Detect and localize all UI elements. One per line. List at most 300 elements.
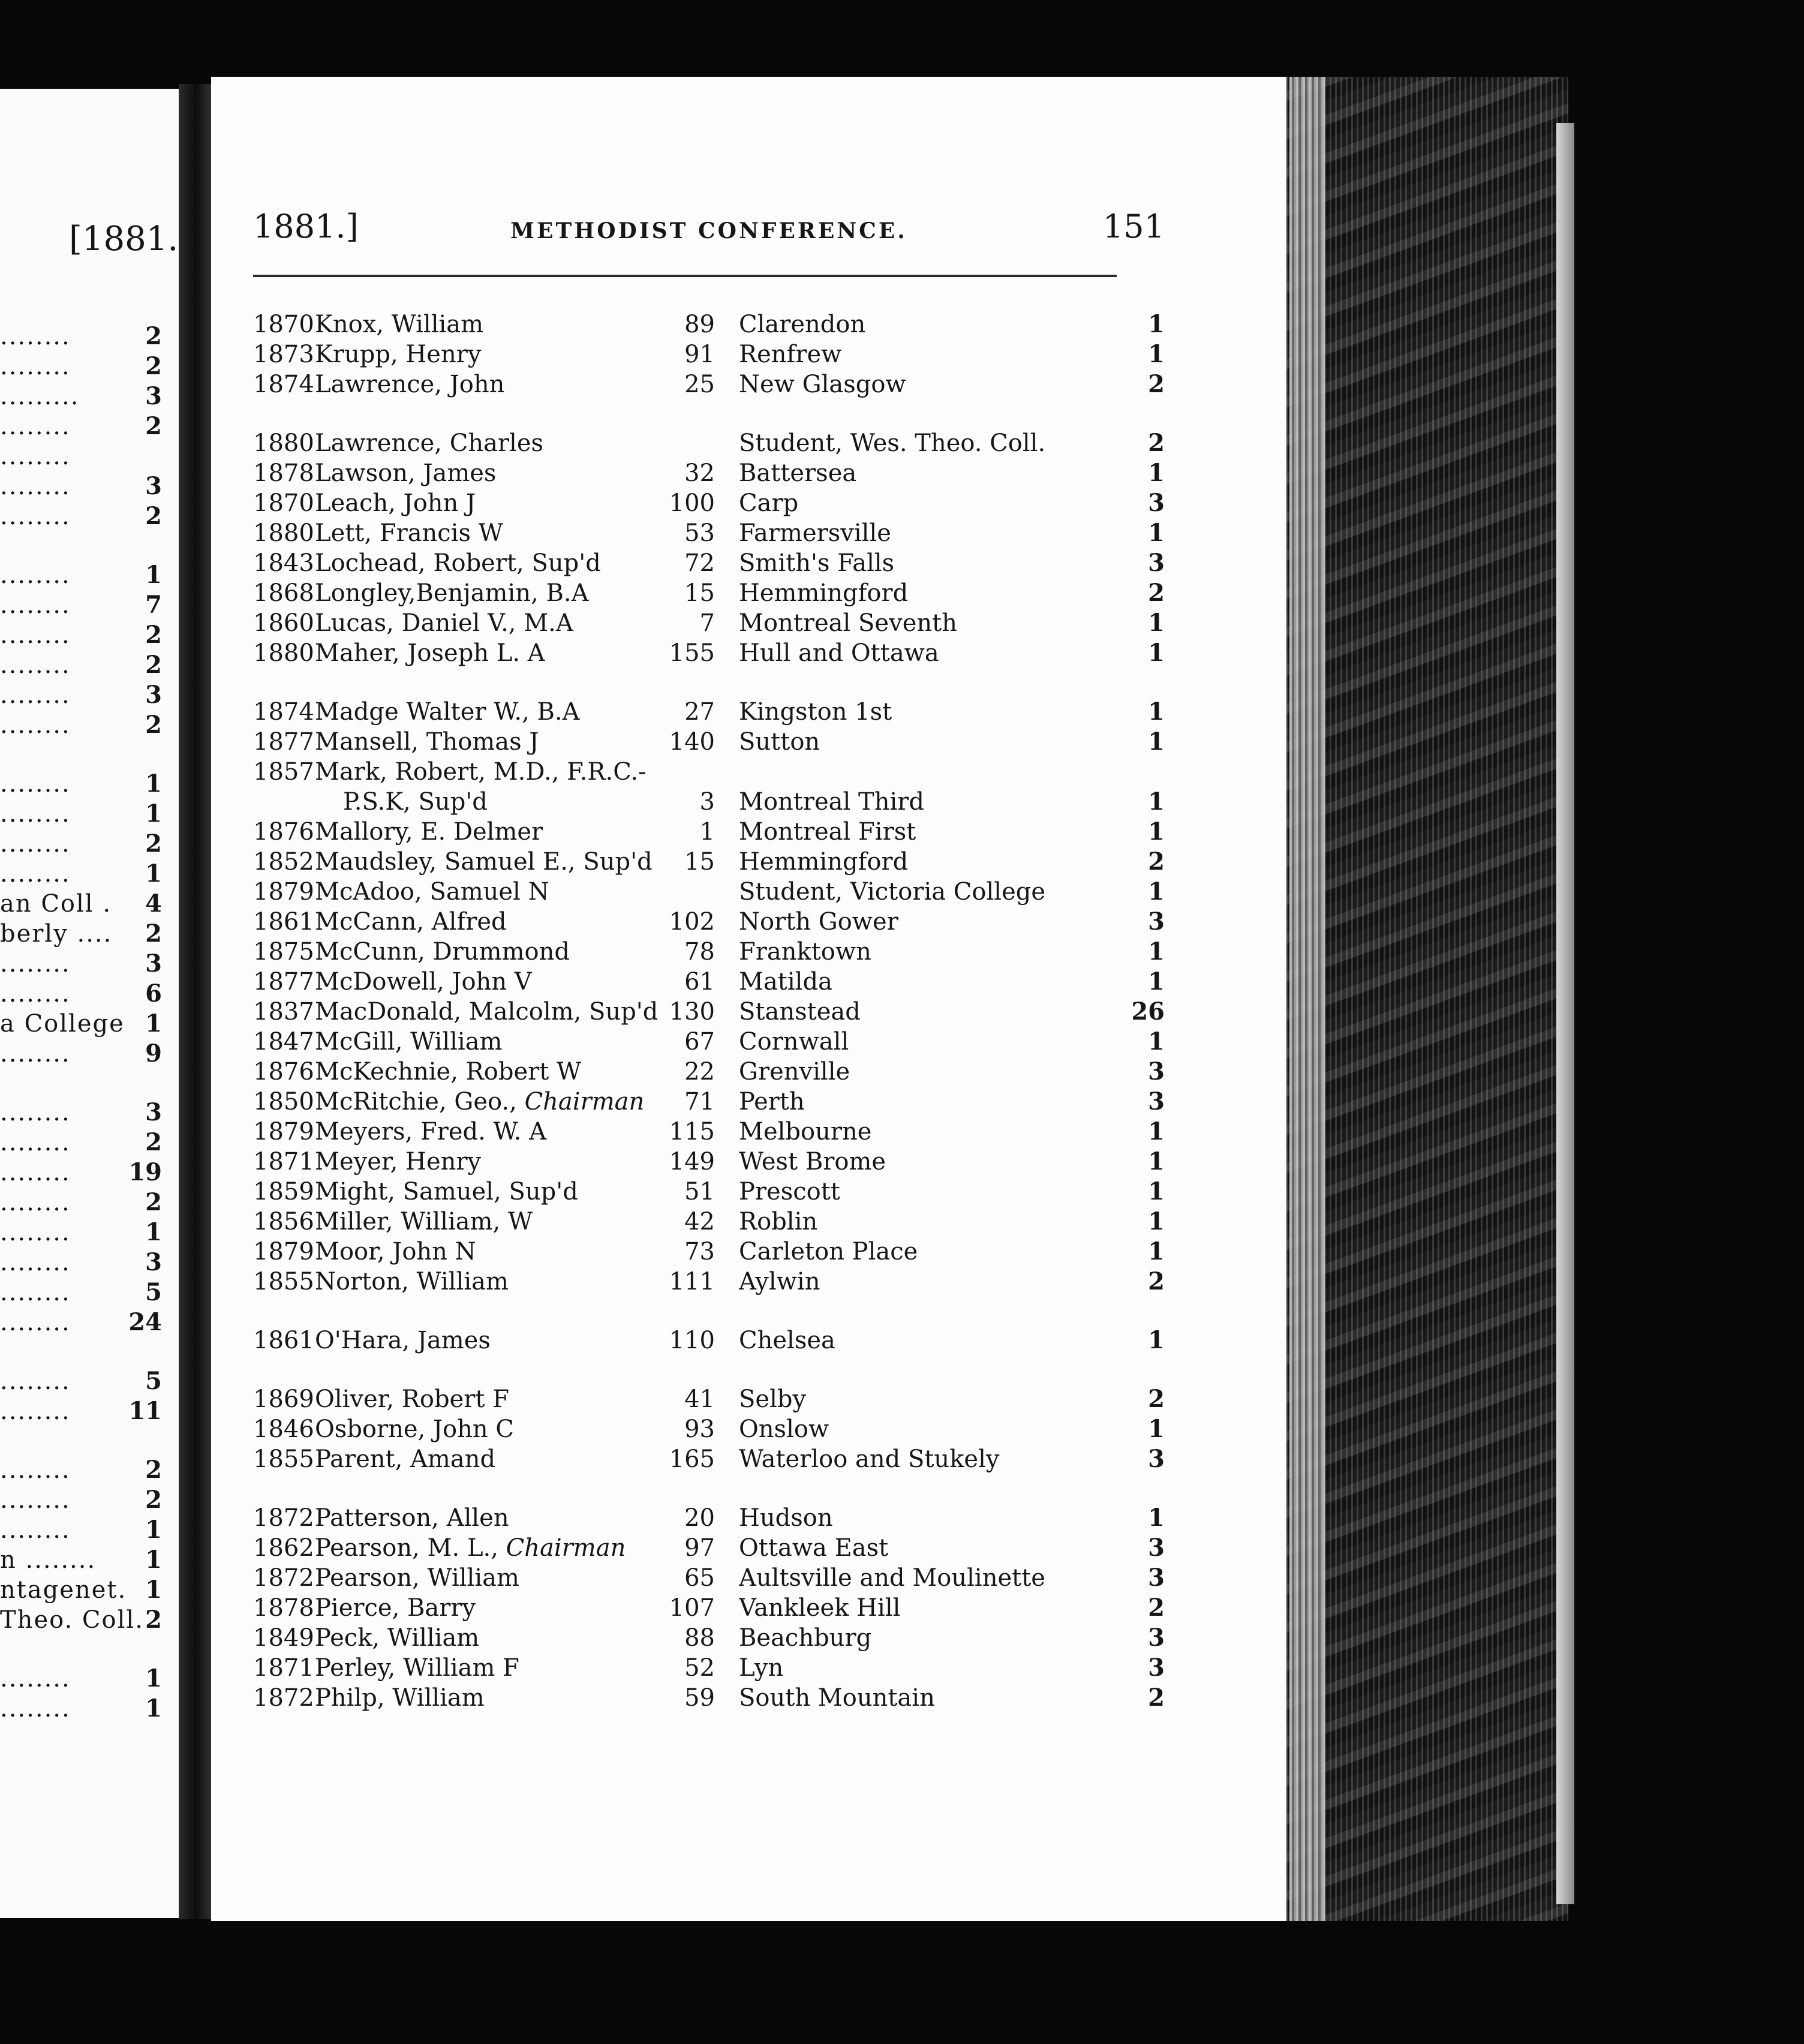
left-row-text: ........ bbox=[0, 1665, 71, 1693]
years-count: 27 bbox=[684, 698, 715, 726]
minister-name: Patterson, Allen bbox=[315, 1504, 509, 1532]
left-page-row bbox=[0, 650, 180, 680]
minister-entry bbox=[253, 1027, 1165, 1057]
circuit-name: Hemmingford bbox=[739, 579, 909, 607]
entry-year: 1872 bbox=[253, 1684, 314, 1712]
minister-name: Pearson, William bbox=[315, 1564, 519, 1592]
station-count: 1 bbox=[1148, 340, 1165, 368]
entry-year: 1878 bbox=[253, 1594, 314, 1622]
left-row-text: ........ bbox=[0, 1219, 71, 1246]
minister-entry bbox=[253, 937, 1165, 967]
left-row-text: ........ bbox=[0, 860, 71, 888]
years-count: 65 bbox=[684, 1564, 715, 1592]
station-count: 3 bbox=[1148, 1564, 1165, 1592]
minister-name: Meyer, Henry bbox=[315, 1148, 482, 1176]
left-row-text: berly .... bbox=[0, 920, 113, 948]
years-count: 155 bbox=[669, 639, 715, 667]
minister-name: Pearson, M. L., Chairman bbox=[315, 1534, 626, 1562]
left-row-text: ........ bbox=[0, 800, 71, 828]
left-row-number: 2 bbox=[145, 651, 162, 679]
left-page-row bbox=[0, 829, 180, 859]
entry-year: 1861 bbox=[253, 1327, 314, 1354]
years-count: 59 bbox=[684, 1684, 715, 1712]
left-row-text: ........ bbox=[0, 323, 71, 350]
chairman-italic: Chairman bbox=[506, 1534, 626, 1562]
station-count: 1 bbox=[1148, 519, 1165, 547]
circuit-name: South Mountain bbox=[739, 1684, 935, 1712]
left-row-text: n ........ bbox=[0, 1546, 97, 1574]
circuit-name: Beachburg bbox=[739, 1624, 872, 1652]
entry-year: 1847 bbox=[253, 1028, 314, 1056]
entry-year: 1876 bbox=[253, 1058, 314, 1086]
station-count: 3 bbox=[1148, 549, 1165, 577]
minister-entry bbox=[253, 458, 1165, 488]
left-page-row bbox=[0, 859, 180, 889]
minister-entry bbox=[253, 518, 1165, 548]
left-page-row bbox=[0, 1307, 180, 1366]
left-page-header: [1881. bbox=[69, 220, 179, 258]
minister-entry bbox=[253, 608, 1165, 638]
left-row-number: 2 bbox=[145, 829, 162, 858]
left-page-row bbox=[0, 620, 180, 650]
minister-entry bbox=[253, 578, 1165, 608]
chairman-italic: Chairman bbox=[524, 1088, 645, 1116]
station-count: 3 bbox=[1148, 489, 1165, 517]
left-row-number: 1 bbox=[145, 1516, 162, 1544]
years-count: 3 bbox=[699, 788, 715, 816]
entry-year: 1859 bbox=[253, 1178, 314, 1206]
left-row-number: 1 bbox=[145, 1009, 162, 1038]
circuit-name: Grenville bbox=[739, 1058, 850, 1086]
entry-year: 1879 bbox=[253, 1238, 314, 1266]
entry-year: 1871 bbox=[253, 1654, 314, 1682]
circuit-name: Ottawa East bbox=[739, 1534, 889, 1562]
left-row-text: ........ bbox=[0, 830, 71, 858]
station-count: 1 bbox=[1148, 1027, 1165, 1056]
minister-entry bbox=[253, 997, 1165, 1027]
minister-entry bbox=[253, 847, 1165, 877]
minister-name: Pierce, Barry bbox=[315, 1594, 476, 1622]
minister-entry bbox=[253, 1653, 1165, 1683]
minister-name: Parent, Amand bbox=[315, 1445, 496, 1473]
minister-name: Maudsley, Samuel E., Sup'd bbox=[315, 848, 653, 876]
circuit-name: North Gower bbox=[739, 908, 898, 936]
circuit-name: Sutton bbox=[739, 728, 820, 756]
circuit-name: Matilda bbox=[739, 968, 832, 996]
left-row-text: ........ bbox=[0, 1189, 71, 1216]
years-count: 25 bbox=[684, 371, 715, 398]
circuit-name: Lyn bbox=[739, 1654, 784, 1682]
station-count: 1 bbox=[1148, 728, 1165, 756]
left-page-row bbox=[0, 1009, 180, 1039]
header-rule bbox=[253, 275, 1117, 277]
station-count: 1 bbox=[1148, 1117, 1165, 1146]
entry-year: 1849 bbox=[253, 1624, 314, 1652]
years-count: 71 bbox=[684, 1088, 715, 1116]
left-row-text: ........ bbox=[0, 621, 71, 649]
left-row-number: 2 bbox=[145, 1456, 162, 1484]
minister-name: McKechnie, Robert W bbox=[315, 1058, 582, 1086]
circuit-name: Kingston 1st bbox=[739, 698, 892, 726]
left-row-number: 1 bbox=[145, 1218, 162, 1246]
minister-entry bbox=[253, 787, 1165, 817]
station-count: 1 bbox=[1148, 609, 1165, 637]
circuit-name: New Glasgow bbox=[739, 371, 906, 398]
left-row-text: ........ bbox=[0, 651, 71, 679]
station-count: 1 bbox=[1148, 817, 1165, 846]
left-row-number: 1 bbox=[145, 561, 162, 589]
left-row-text: ........ bbox=[0, 1486, 71, 1514]
minister-name: MacDonald, Malcolm, Sup'd bbox=[315, 998, 659, 1026]
entry-year: 1876 bbox=[253, 818, 314, 846]
station-count: 2 bbox=[1148, 1594, 1165, 1622]
minister-name: Norton, William bbox=[315, 1268, 509, 1295]
left-page-row bbox=[0, 351, 180, 381]
station-count: 1 bbox=[1148, 1147, 1165, 1176]
left-row-number: 1 bbox=[145, 769, 162, 798]
station-count: 2 bbox=[1148, 1385, 1165, 1413]
left-page-row bbox=[0, 1278, 180, 1307]
years-count: 91 bbox=[684, 341, 715, 368]
left-page-row bbox=[0, 710, 180, 769]
station-count: 3 bbox=[1148, 1624, 1165, 1652]
minister-entry bbox=[253, 697, 1165, 727]
years-count: 52 bbox=[684, 1654, 715, 1682]
minister-entry bbox=[253, 1325, 1165, 1384]
minister-name: Meyers, Fred. W. A bbox=[315, 1118, 546, 1146]
left-page-row bbox=[0, 1188, 180, 1218]
book-back-board bbox=[1556, 123, 1574, 1904]
years-count: 107 bbox=[669, 1594, 715, 1622]
left-page-row bbox=[0, 1128, 180, 1158]
years-count: 20 bbox=[684, 1504, 715, 1532]
entry-year: 1855 bbox=[253, 1268, 314, 1295]
station-count: 2 bbox=[1148, 1267, 1165, 1295]
minister-entry bbox=[253, 1177, 1165, 1207]
left-row-number: 1 bbox=[145, 859, 162, 888]
left-row-number: 1 bbox=[145, 1664, 162, 1693]
minister-name: Moor, John N bbox=[315, 1238, 476, 1266]
years-count: 22 bbox=[684, 1058, 715, 1086]
left-page-row bbox=[0, 1605, 180, 1664]
left-row-text: ........ bbox=[0, 980, 71, 1008]
circuit-name: Onslow bbox=[739, 1415, 829, 1443]
left-row-text: ........ bbox=[0, 1249, 71, 1276]
minister-entry bbox=[253, 1267, 1165, 1325]
station-count: 3 bbox=[1148, 1445, 1165, 1473]
minister-entry bbox=[253, 1503, 1165, 1533]
entry-year: 1868 bbox=[253, 579, 314, 607]
left-row-text: Theo. Coll. bbox=[0, 1606, 144, 1634]
circuit-name: Roblin bbox=[739, 1208, 818, 1236]
left-row-number: 2 bbox=[145, 919, 162, 948]
left-row-number: 1 bbox=[145, 1546, 162, 1574]
left-page-row bbox=[0, 1218, 180, 1248]
left-row-number: 5 bbox=[145, 1367, 162, 1395]
minister-entry bbox=[253, 1683, 1165, 1713]
left-row-number: 1 bbox=[145, 1576, 162, 1604]
entry-year: 1850 bbox=[253, 1088, 314, 1116]
entry-year: 1879 bbox=[253, 1118, 314, 1146]
entry-year: 1870 bbox=[253, 489, 314, 517]
entry-year: 1877 bbox=[253, 968, 314, 996]
left-row-text: ........ bbox=[0, 1040, 71, 1068]
entry-year: 1843 bbox=[253, 549, 314, 577]
left-page-row bbox=[0, 560, 180, 590]
left-row-text: ........ bbox=[0, 681, 71, 709]
minister-entry bbox=[253, 339, 1165, 369]
station-count: 1 bbox=[1148, 310, 1165, 338]
left-page-fragment bbox=[0, 89, 180, 1918]
left-row-number: 2 bbox=[145, 502, 162, 530]
minister-entry bbox=[253, 488, 1165, 518]
left-row-number: 3 bbox=[145, 949, 162, 978]
left-row-text: ........ bbox=[0, 443, 71, 470]
minister-entry bbox=[253, 1117, 1165, 1147]
entry-year: 1874 bbox=[253, 698, 314, 726]
minister-name: Lochead, Robert, Sup'd bbox=[315, 549, 601, 577]
minister-name: O'Hara, James bbox=[315, 1327, 491, 1354]
left-row-number: 1 bbox=[145, 1694, 162, 1723]
minister-entry bbox=[253, 1384, 1165, 1414]
station-count: 3 bbox=[1148, 1654, 1165, 1682]
running-head-title: METHODIST CONFERENCE. bbox=[510, 218, 907, 244]
left-row-number: 2 bbox=[145, 1188, 162, 1216]
left-page-row bbox=[0, 1366, 180, 1396]
station-count: 2 bbox=[1148, 370, 1165, 398]
station-count: 1 bbox=[1148, 1415, 1165, 1443]
minister-entry bbox=[253, 1414, 1165, 1444]
left-row-number: 4 bbox=[145, 889, 162, 918]
circuit-name: Smith's Falls bbox=[739, 549, 895, 577]
left-page-row bbox=[0, 321, 180, 351]
left-row-text: ........ bbox=[0, 353, 71, 380]
minister-name: Madge Walter W., B.A bbox=[315, 698, 580, 726]
minister-name: P.S.K, Sup'd bbox=[343, 788, 488, 816]
minister-entry bbox=[253, 428, 1165, 458]
left-page-row bbox=[0, 1158, 180, 1188]
entry-year: 1869 bbox=[253, 1385, 314, 1413]
left-row-text: ......... bbox=[0, 383, 80, 410]
left-page-row bbox=[0, 949, 180, 979]
minister-entry bbox=[253, 638, 1165, 697]
years-count: 51 bbox=[684, 1178, 715, 1206]
entry-year: 1837 bbox=[253, 998, 314, 1026]
circuit-name: Melbourne bbox=[739, 1118, 872, 1146]
minister-entry bbox=[253, 907, 1165, 937]
entry-year: 1877 bbox=[253, 728, 314, 756]
years-count: 42 bbox=[684, 1208, 715, 1236]
station-count: 26 bbox=[1131, 997, 1165, 1026]
left-row-number: 2 bbox=[145, 352, 162, 380]
circuit-name: Chelsea bbox=[739, 1327, 835, 1354]
entry-year: 1871 bbox=[253, 1148, 314, 1176]
minister-entry bbox=[253, 1207, 1165, 1237]
circuit-name: Carleton Place bbox=[739, 1238, 918, 1266]
circuit-name: Montreal First bbox=[739, 818, 916, 846]
circuit-name: Hemmingford bbox=[739, 848, 909, 876]
minister-name: McCunn, Drummond bbox=[315, 938, 570, 966]
station-count: 1 bbox=[1148, 639, 1165, 667]
circuit-name: Aylwin bbox=[739, 1268, 820, 1295]
left-page-rows bbox=[0, 321, 180, 1724]
circuit-name: Student, Wes. Theo. Coll. bbox=[739, 429, 1046, 457]
minister-name: Lucas, Daniel V., M.A bbox=[315, 609, 573, 637]
station-count: 3 bbox=[1148, 907, 1165, 936]
left-row-number: 3 bbox=[145, 1098, 162, 1126]
years-count: 15 bbox=[684, 848, 715, 876]
left-row-number: 9 bbox=[145, 1039, 162, 1068]
minister-name: Lawrence, John bbox=[315, 371, 505, 398]
minister-name: Philp, William bbox=[315, 1684, 485, 1712]
left-row-number: 2 bbox=[145, 1128, 162, 1156]
left-row-text: ........ bbox=[0, 1456, 71, 1484]
minister-name: Maher, Joseph L. A bbox=[315, 639, 545, 667]
minister-name: Krupp, Henry bbox=[315, 341, 482, 368]
circuit-name: Renfrew bbox=[739, 341, 842, 368]
running-head bbox=[253, 208, 1165, 261]
left-page-row bbox=[0, 799, 180, 829]
left-row-text: ........ bbox=[0, 950, 71, 978]
minister-entry bbox=[253, 369, 1165, 428]
left-row-number: 19 bbox=[128, 1158, 162, 1186]
minister-name: Peck, William bbox=[315, 1624, 480, 1652]
circuit-name: Cornwall bbox=[739, 1028, 849, 1056]
years-count: 130 bbox=[669, 998, 715, 1026]
minister-entry bbox=[253, 1444, 1165, 1503]
running-head-year: 1881.] bbox=[253, 208, 359, 245]
entry-year: 1870 bbox=[253, 311, 314, 338]
years-count: 115 bbox=[669, 1118, 715, 1146]
entry-year: 1874 bbox=[253, 371, 314, 398]
station-count: 1 bbox=[1148, 1237, 1165, 1266]
circuit-name: Aultsville and Moulinette bbox=[739, 1564, 1045, 1592]
station-count: 2 bbox=[1148, 579, 1165, 607]
minister-name: Lett, Francis W bbox=[315, 519, 503, 547]
left-row-number: 3 bbox=[145, 1248, 162, 1276]
station-count: 2 bbox=[1148, 1684, 1165, 1712]
entry-year: 1878 bbox=[253, 459, 314, 487]
left-row-number: 24 bbox=[128, 1308, 162, 1336]
circuit-name: Franktown bbox=[739, 938, 871, 966]
left-row-text: ........ bbox=[0, 1279, 71, 1306]
years-count: 140 bbox=[669, 728, 715, 756]
years-count: 32 bbox=[684, 459, 715, 487]
marbled-page-edge bbox=[1286, 77, 1568, 1921]
years-count: 67 bbox=[684, 1028, 715, 1056]
page-edge-highlight bbox=[1289, 77, 1325, 1921]
left-row-text: ........ bbox=[0, 1367, 71, 1395]
years-count: 149 bbox=[669, 1148, 715, 1176]
years-count: 73 bbox=[684, 1238, 715, 1266]
minister-entry bbox=[253, 1057, 1165, 1087]
entry-year: 1873 bbox=[253, 341, 314, 368]
left-page-row bbox=[0, 441, 180, 471]
entry-year: 1880 bbox=[253, 429, 314, 457]
circuit-name: Carp bbox=[739, 489, 799, 517]
years-count: 41 bbox=[684, 1385, 715, 1413]
minister-entry bbox=[253, 1593, 1165, 1623]
minister-name: Osborne, John C bbox=[315, 1415, 514, 1443]
left-row-text: ........ bbox=[0, 1516, 71, 1544]
minister-entry bbox=[253, 1563, 1165, 1593]
entry-year: 1860 bbox=[253, 609, 314, 637]
years-count: 165 bbox=[669, 1445, 715, 1473]
minister-name: Perley, William F bbox=[315, 1654, 519, 1682]
left-row-number: 6 bbox=[145, 979, 162, 1008]
left-row-text: ........ bbox=[0, 561, 71, 589]
entry-year: 1872 bbox=[253, 1564, 314, 1592]
entry-year: 1875 bbox=[253, 938, 314, 966]
left-page-row bbox=[0, 979, 180, 1009]
years-count: 72 bbox=[684, 549, 715, 577]
left-page-row bbox=[0, 1396, 180, 1455]
entry-year: 1862 bbox=[253, 1534, 314, 1562]
left-row-text: ........ bbox=[0, 1309, 71, 1336]
left-row-text: ........ bbox=[0, 711, 71, 739]
left-row-number: 7 bbox=[145, 591, 162, 619]
minister-name: Mark, Robert, M.D., F.R.C.- bbox=[315, 758, 647, 786]
left-row-text: ........ bbox=[0, 503, 71, 530]
left-page-row bbox=[0, 471, 180, 501]
left-page-row bbox=[0, 411, 180, 441]
station-count: 1 bbox=[1148, 1326, 1165, 1354]
left-row-number: 2 bbox=[145, 1486, 162, 1514]
left-row-number: 5 bbox=[145, 1278, 162, 1306]
left-row-number: 2 bbox=[145, 412, 162, 440]
book-gutter bbox=[179, 84, 216, 1919]
years-count: 89 bbox=[684, 311, 715, 338]
left-page-row bbox=[0, 889, 180, 919]
entry-year: 1846 bbox=[253, 1415, 314, 1443]
years-count: 100 bbox=[669, 489, 715, 517]
years-count: 111 bbox=[669, 1268, 715, 1295]
years-count: 88 bbox=[684, 1624, 715, 1652]
circuit-name: Hudson bbox=[739, 1504, 833, 1532]
station-count: 1 bbox=[1148, 1504, 1165, 1532]
circuit-name: Clarendon bbox=[739, 311, 866, 338]
station-count: 3 bbox=[1148, 1057, 1165, 1086]
station-count: 1 bbox=[1148, 937, 1165, 966]
circuit-name: Waterloo and Stukely bbox=[739, 1445, 1000, 1473]
left-row-number: 3 bbox=[145, 382, 162, 410]
left-page-row bbox=[0, 590, 180, 620]
minister-name: Longley,Benjamin, B.A bbox=[315, 579, 589, 607]
circuit-name: Selby bbox=[739, 1385, 807, 1413]
minister-name: McDowell, John V bbox=[315, 968, 532, 996]
years-count: 15 bbox=[684, 579, 715, 607]
left-page-row bbox=[0, 1455, 180, 1485]
entry-year: 1879 bbox=[253, 878, 314, 906]
minister-entry bbox=[253, 727, 1165, 757]
circuit-name: Stanstead bbox=[739, 998, 861, 1026]
left-page-row bbox=[0, 1248, 180, 1278]
left-row-text: ........ bbox=[0, 1099, 71, 1126]
left-page-row bbox=[0, 769, 180, 799]
left-row-number: 11 bbox=[128, 1397, 162, 1425]
left-row-number: 1 bbox=[145, 799, 162, 828]
entry-year: 1852 bbox=[253, 848, 314, 876]
entry-year: 1855 bbox=[253, 1445, 314, 1473]
left-row-number: 2 bbox=[145, 621, 162, 649]
entry-year: 1861 bbox=[253, 908, 314, 936]
left-page-row bbox=[0, 1575, 180, 1605]
years-count: 1 bbox=[699, 818, 715, 846]
minister-name: Lawson, James bbox=[315, 459, 497, 487]
years-count: 53 bbox=[684, 519, 715, 547]
minister-entry bbox=[253, 548, 1165, 578]
years-count: 7 bbox=[699, 609, 715, 637]
